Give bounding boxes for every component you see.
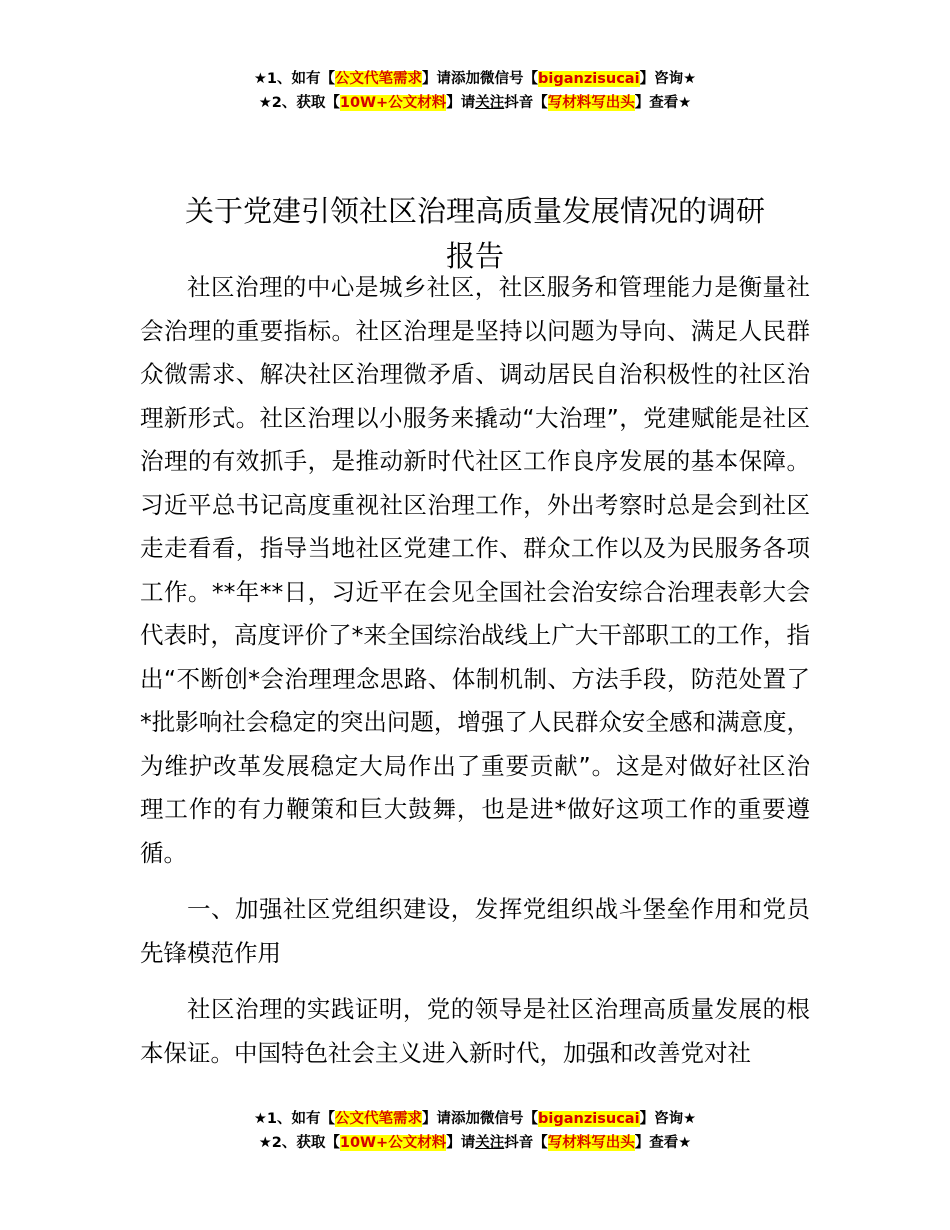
highlight-service: 公文代笔需求: [335, 1111, 423, 1127]
document-body: [140, 266, 810, 1088]
highlight-materials: 10W+公文材料: [339, 1135, 447, 1151]
highlight-douyin-account: 写材料写出头: [547, 1135, 635, 1151]
highlight-service: 公文代笔需求: [335, 71, 423, 87]
header-promo-banner: [0, 67, 950, 115]
paragraph-intro: 社区治理的中心是城乡社区，社区服务和管理能力是衡量社会治理的重要指标。社区治理是坚持以问题为导向、满足人民群众微需求、解决社区治理微矛盾、调动居民自治积极性的社区治理新形式。社区治理以小服务来撬动“大治理”，党建赋能是社区治理的有效抓手，是推动新时代社区工作良序发展的基本保障。习近平总书记高度重视社区治理工作，外出考察时总是会到社区走走看看，指导当地社区党建工作、群众工作以及为民服务各项工作。**年**日，习近平在会见全国社会治安综合治理表彰大会代表时，高度评价了*来全国综治战线上广大干部职工的工作，指出“不断创*会治理理念思路、体制机制、方法手段，防范处置了*批影响社会稳定的突出问题，增强了人民群众安全感和满意度，为维护改革发展稳定大局作出了重要贡献”。这是对做好社区治理工作的有力鞭策和巨大鼓舞，也是进*做好这项工作的重要遵循。: [140, 273, 810, 867]
highlight-wechat-id: biganzisucai: [538, 1111, 640, 1127]
highlight-wechat-id: biganzisucai: [538, 71, 640, 87]
promo-line-2: ★2、获取【10W+公文材料】请关注抖音【写材料写出头】查看★: [258, 95, 692, 111]
footer-promo-banner: [0, 1107, 950, 1155]
paragraph-section-1: 社区治理的实践证明，党的领导是社区治理高质量发展的根本保证。中国特色社会主义进入新时代，加强和改善党对社: [140, 995, 810, 1067]
section-heading-1: 一、加强社区党组织建设，发挥党组织战斗堡垒作用和党员先锋模范作用: [140, 895, 810, 967]
promo-line-2: ★2、获取【10W+公文材料】请关注抖音【写材料写出头】查看★: [258, 1135, 692, 1151]
highlight-douyin-account: 写材料写出头: [547, 95, 635, 111]
underline-follow: 关注: [475, 95, 505, 111]
underline-follow: 关注: [475, 1135, 505, 1151]
title-line-1: 关于党建引领社区治理高质量发展情况的调研: [184, 194, 765, 229]
promo-line-1: ★1、如有【公文代笔需求】请添加微信号【biganzisucai】咨询★: [253, 1111, 697, 1127]
title-line-2: 报告: [445, 239, 504, 274]
highlight-materials: 10W+公文材料: [339, 95, 447, 111]
promo-line-1: ★1、如有【公文代笔需求】请添加微信号【biganzisucai】咨询★: [253, 71, 697, 87]
